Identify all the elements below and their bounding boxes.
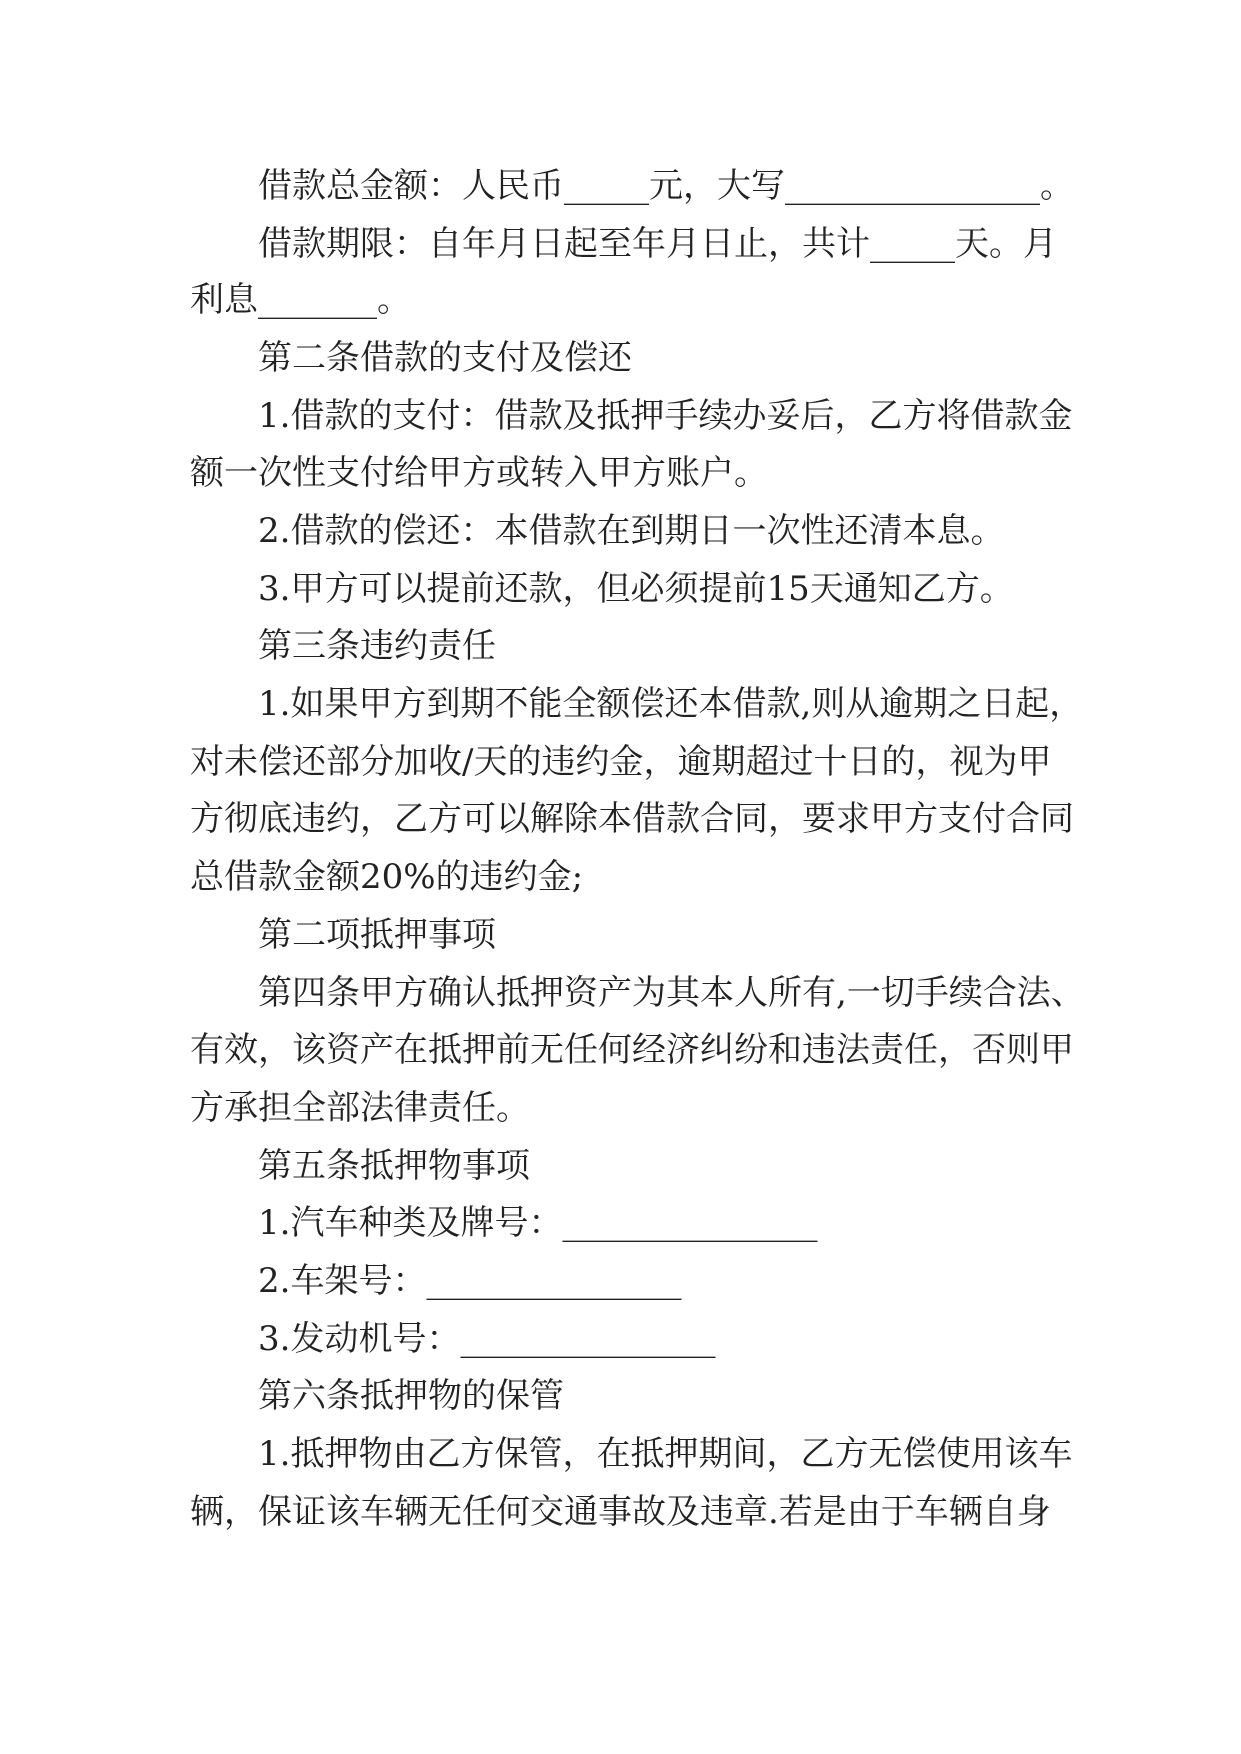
- section-2-heading: 第二项抵押事项: [258, 915, 496, 955]
- loan-term-line: 借款期限：自年月日起至年月日止，共计_____天。月: [258, 224, 1057, 264]
- breach-clause-line-3: 方彻底违约，乙方可以解除本借款合同，要求甲方支付合同: [190, 799, 1074, 839]
- breach-clause-line-4: 总借款金额20%的违约金;: [190, 857, 584, 897]
- payment-clause-line-1: 1.借款的支付：借款及抵押手续办妥后，乙方将借款金: [258, 396, 1073, 436]
- loan-total-line: 借款总金额：人民币_____元，大写_______________。: [258, 166, 1074, 206]
- article-4-line-2: 有效，该资产在抵押前无任何经济纠纷和违法责任，否则甲: [190, 1030, 1074, 1070]
- interest-line: 利息_______。: [190, 280, 411, 320]
- article-5-heading: 第五条抵押物事项: [258, 1146, 530, 1186]
- repayment-clause: 2.借款的偿还：本借款在到期日一次性还清本息。: [258, 511, 1005, 551]
- article-6-heading: 第六条抵押物的保管: [258, 1376, 564, 1416]
- frame-number-field: 2.车架号：_______________: [258, 1261, 682, 1301]
- article-2-heading: 第二条借款的支付及偿还: [258, 338, 632, 378]
- custody-clause-line-1: 1.抵押物由乙方保管，在抵押期间，乙方无偿使用该车: [258, 1434, 1073, 1474]
- breach-clause-line-2: 对未偿还部分加收/天的违约金，逾期超过十日的，视为甲: [190, 742, 1052, 782]
- engine-number-field: 3.发动机号：_______________: [258, 1319, 716, 1359]
- breach-clause-line-1: 1.如果甲方到期不能全额偿还本借款,则从逾期之日起，: [258, 684, 1084, 724]
- article-4-line-3: 方承担全部法律责任。: [190, 1088, 530, 1128]
- early-repayment-clause: 3.甲方可以提前还款，但必须提前15天通知乙方。: [258, 569, 1014, 609]
- article-3-heading: 第三条违约责任: [258, 626, 496, 666]
- custody-clause-line-2: 辆，保证该车辆无任何交通事故及违章.若是由于车辆自身: [190, 1492, 1051, 1532]
- vehicle-type-field: 1.汽车种类及牌号：_______________: [258, 1203, 818, 1243]
- payment-clause-line-2: 额一次性支付给甲方或转入甲方账户。: [190, 453, 768, 493]
- article-4-line-1: 第四条甲方确认抵押资产为其本人所有,一切手续合法、: [258, 973, 1085, 1013]
